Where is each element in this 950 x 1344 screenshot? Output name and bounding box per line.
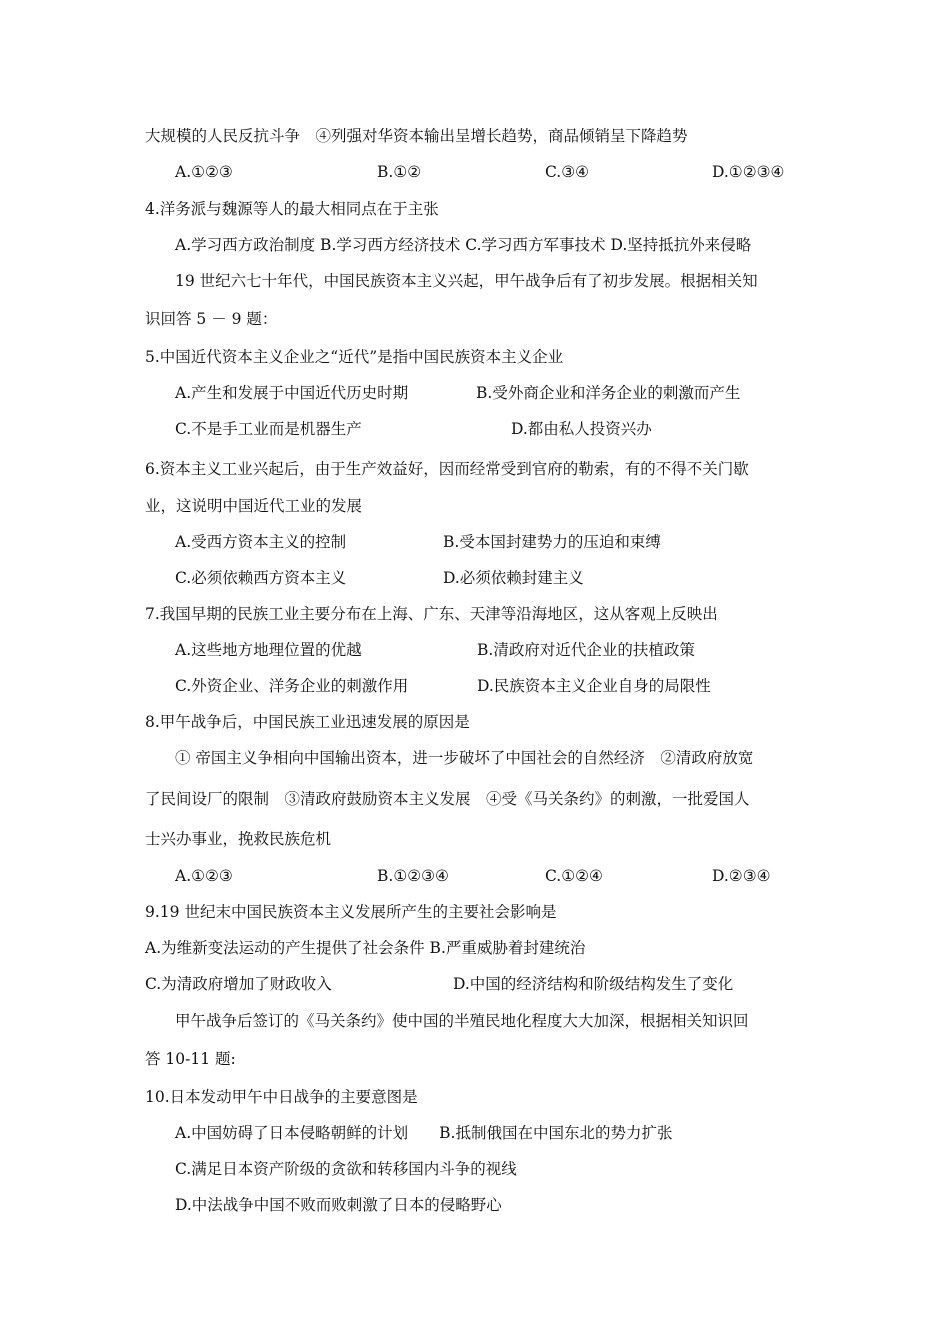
q7-option-c: C.外资企业、洋务企业的刺激作用 <box>175 677 409 695</box>
q9-options-ab: A.为维新变法运动的产生提供了社会条件 B.严重威胁着封建统治 <box>145 939 586 957</box>
q8-option-d: D.②③④ <box>712 867 771 885</box>
q9-stem: 9.19 世纪末中国民族资本主义发展所产生的主要社会影响是 <box>145 903 557 921</box>
q8-option-b: B.①②③④ <box>377 867 449 885</box>
q7-option-a: A.这些地方地理位置的优越 <box>175 641 362 659</box>
q6-stem-line1: 6.资本主义工业兴起后，由于生产效益好，因而经常受到官府的勒索，有的不得不关门歇 <box>145 460 749 478</box>
q6-option-c: C.必须依赖西方资本主义 <box>175 569 347 587</box>
q3-option-c: C.③④ <box>545 163 590 181</box>
q8-reasons-line3: 士兴办事业，挽救民族危机 <box>145 830 332 848</box>
q7-stem: 7.我国早期的民族工业主要分布在上海、广东、天津等沿海地区，这从客观上反映出 <box>145 605 718 623</box>
q8-option-c: C.①②④ <box>545 867 603 885</box>
q5-option-b: B.受外商企业和洋务企业的刺激而产生 <box>476 384 741 402</box>
q5-stem: 5.中国近代资本主义企业之“近代”是指中国民族资本主义企业 <box>145 348 564 366</box>
q6-option-b: B.受本国封建势力的压迫和束缚 <box>443 533 661 551</box>
q10-stem: 10.日本发动甲午中日战争的主要意图是 <box>145 1088 418 1106</box>
q8-reasons-line1: ① 帝国主义争相向中国输出资本，进一步破坏了中国社会的自然经济 ②清政府放宽 <box>175 749 754 767</box>
intro-10-11-line2: 答 10-11 题: <box>145 1050 236 1068</box>
intro-5-9-line2: 识回答 5 － 9 题： <box>145 310 278 328</box>
q5-option-a: A.产生和发展于中国近代历史时期 <box>175 384 409 402</box>
q4-stem: 4.洋务派与魏源等人的最大相同点在于主张 <box>145 200 439 218</box>
q3-continuation: 大规模的人民反抗斗争 ④列强对华资本输出呈增长趋势，商品倾销呈下降趋势 <box>145 127 688 145</box>
q3-option-a: A.①②③ <box>175 163 233 181</box>
intro-5-9-line1: 19 世纪六七十年代，中国民族资本主义兴起，甲午战争后有了初步发展。根据相关知 <box>175 272 758 290</box>
q9-option-d: D.中国的经济结构和阶级结构发生了变化 <box>453 975 734 993</box>
q10-option-c: C.满足日本资产阶级的贪欲和转移国内斗争的视线 <box>175 1160 517 1178</box>
q3-option-b: B.①② <box>377 163 422 181</box>
q9-option-c: C.为清政府增加了财政收入 <box>145 975 332 993</box>
q6-option-d: D.必须依赖封建主义 <box>443 569 584 587</box>
q6-stem-line2: 业，这说明中国近代工业的发展 <box>145 497 363 515</box>
q4-options: A.学习西方政治制度 B.学习西方经济技术 C.学习西方军事技术 D.坚持抵抗外来侵略 <box>175 236 752 254</box>
q8-stem: 8.甲午战争后，中国民族工业迅速发展的原因是 <box>145 713 470 731</box>
q7-option-d: D.民族资本主义企业自身的局限性 <box>477 677 711 695</box>
q5-option-c: C.不是手工业而是机器生产 <box>175 420 362 438</box>
q8-reasons-line2: 了民间设厂的限制 ③清政府鼓励资本主义发展 ④受《马关条约》的刺激，一批爱国人 <box>145 790 750 808</box>
intro-10-11-line1: 甲午战争后签订的《马关条约》使中国的半殖民地化程度大大加深，根据相关知识回 <box>175 1012 749 1030</box>
q10-options-ab: A.中国妨碍了日本侵略朝鲜的计划 B.抵制俄国在中国东北的势力扩张 <box>175 1124 673 1142</box>
q5-option-d: D.都由私人投资兴办 <box>511 420 652 438</box>
q8-option-a: A.①②③ <box>175 867 233 885</box>
q3-option-d: D.①②③④ <box>712 163 785 181</box>
q10-option-d: D.中法战争中国不败而败刺激了日本的侵略野心 <box>175 1196 502 1214</box>
q7-option-b: B.清政府对近代企业的扶植政策 <box>477 641 695 659</box>
q6-option-a: A.受西方资本主义的控制 <box>175 533 347 551</box>
